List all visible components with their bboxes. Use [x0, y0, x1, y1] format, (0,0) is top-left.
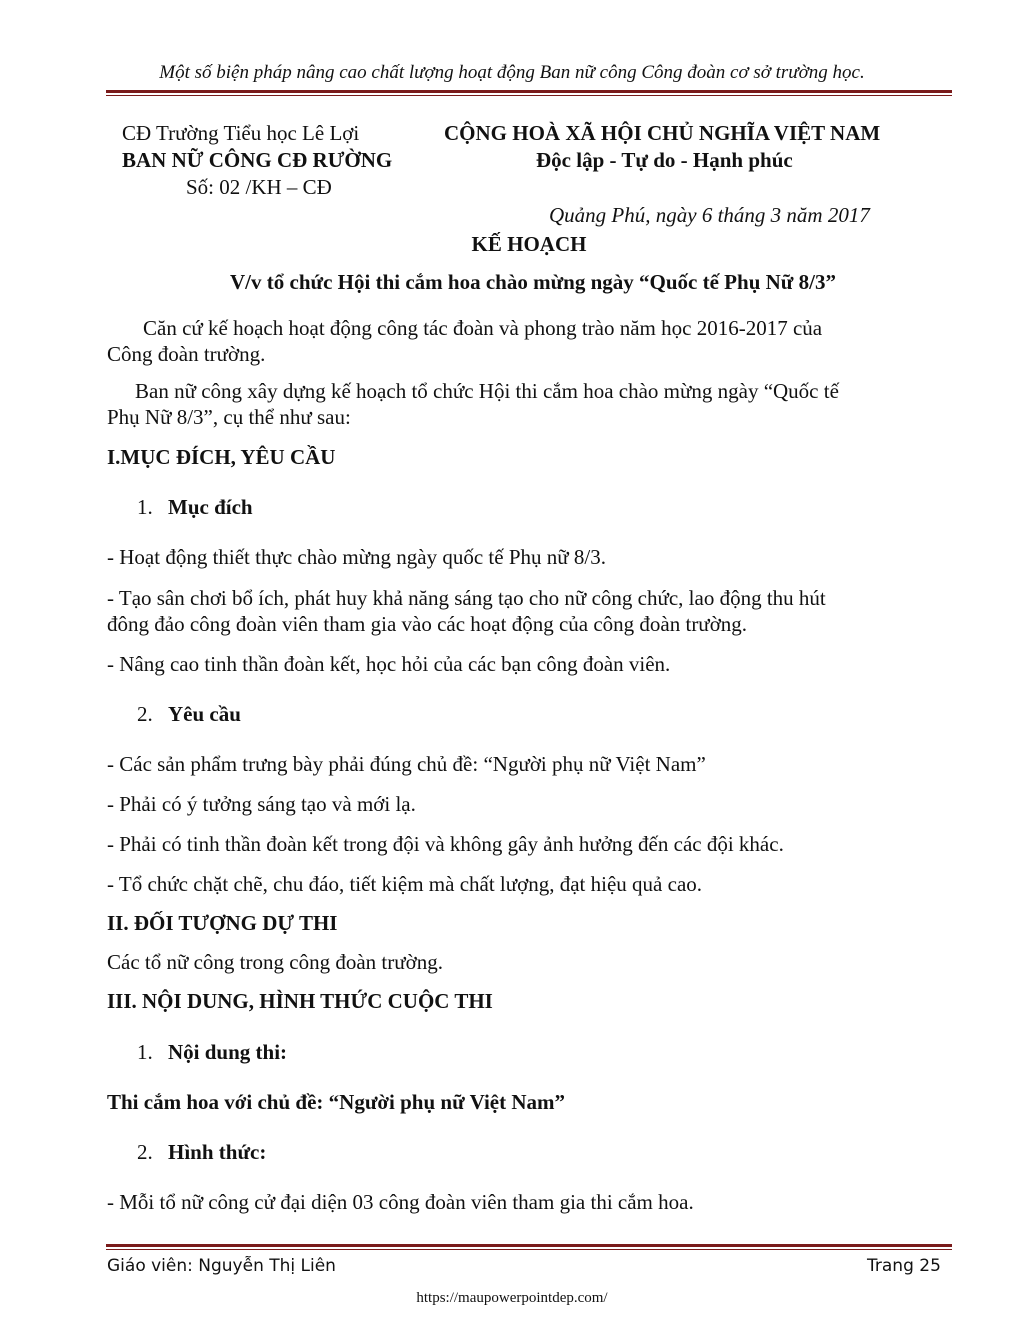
- section3-sub2-title: Hình thức:: [168, 1140, 267, 1164]
- section1-sub1-title: Mục đích: [168, 495, 253, 519]
- page-header-title: Một số biện pháp nâng cao chất lượng hoạt động Ban nữ công Công đoàn cơ sở trường học.: [159, 62, 865, 83]
- section1-sub2-number: 2.: [137, 702, 153, 726]
- document-number: Số: 02 /KH – CĐ: [186, 175, 332, 199]
- document-subtitle: V/v tổ chức Hội thi cắm hoa chào mừng ngày “Quốc tế Phụ Nữ 8/3”: [230, 270, 836, 294]
- nation-title: CỘNG HOÀ XÃ HỘI CHỦ NGHĨA VIỆT NAM: [444, 121, 881, 145]
- section3-sub2-number: 2.: [137, 1140, 153, 1164]
- intro-para1-line2: Công đoàn trường.: [107, 342, 266, 366]
- section3-heading: III. NỘI DUNG, HÌNH THỨC CUỘC THI: [107, 989, 493, 1013]
- purpose-item: - Hoạt động thiết thực chào mừng ngày quốc tế Phụ nữ 8/3.: [107, 545, 606, 569]
- purpose-item-continuation: đông đảo công đoàn viên tham gia vào các hoạt động của công đoàn trường.: [107, 612, 748, 636]
- section3-sub1-number: 1.: [137, 1040, 153, 1064]
- nation-motto: Độc lập - Tự do - Hạnh phúc: [536, 148, 793, 172]
- date-place: Quảng Phú, ngày 6 tháng 3 năm 2017: [549, 203, 870, 227]
- intro-para2-line2: Phụ Nữ 8/3”, cụ thể như sau:: [107, 405, 351, 429]
- requirement-item: - Tổ chức chặt chẽ, chu đáo, tiết kiệm mà chất lượng, đạt hiệu quả cao.: [107, 872, 703, 896]
- document-title: KẾ HOẠCH: [471, 232, 587, 256]
- section2-heading: II. ĐỐI TƯỢNG DỰ THI: [107, 911, 338, 935]
- footer-divider: [106, 1244, 952, 1250]
- section1-sub1-number: 1.: [137, 495, 153, 519]
- org-committee: BAN NỮ CÔNG CĐ RƯỜNG: [122, 148, 393, 172]
- section2-text: Các tổ nữ công trong công đoàn trường.: [107, 950, 443, 974]
- section3-form-text: - Mỗi tổ nữ công cử đại diện 03 công đoàn viên tham gia thi cắm hoa.: [107, 1190, 694, 1214]
- requirement-item: - Các sản phẩm trưng bày phải đúng chủ đề: “Người phụ nữ Việt Nam”: [107, 752, 706, 776]
- section1-heading: I.MỤC ĐÍCH, YÊU CẦU: [107, 445, 336, 469]
- header-divider: [106, 90, 952, 96]
- org-name: CĐ Trường Tiểu học Lê Lợi: [122, 121, 360, 145]
- footer-page-number: Trang 25: [867, 1256, 941, 1276]
- section3-sub1-title: Nội dung thi:: [168, 1040, 288, 1064]
- section3-content-text: Thi cắm hoa với chủ đề: “Người phụ nữ Việt Nam”: [107, 1090, 566, 1114]
- requirement-item: - Phải có ý tưởng sáng tạo và mới lạ.: [107, 792, 416, 816]
- purpose-item: - Nâng cao tinh thần đoàn kết, học hỏi của các bạn công đoàn viên.: [107, 652, 671, 676]
- intro-para2-line1: Ban nữ công xây dựng kế hoạch tổ chức Hội thi cắm hoa chào mừng ngày “Quốc tế: [135, 379, 839, 403]
- section1-sub2-title: Yêu cầu: [168, 702, 241, 726]
- footer-teacher: Giáo viên: Nguyễn Thị Liên: [107, 1256, 336, 1276]
- footer-url[interactable]: https://maupowerpointdep.com/: [416, 1290, 608, 1306]
- requirement-item: - Phải có tinh thần đoàn kết trong đội và không gây ảnh hưởng đến các đội khác.: [107, 832, 784, 856]
- purpose-item: - Tạo sân chơi bổ ích, phát huy khả năng sáng tạo cho nữ công chức, lao động thu hút: [107, 586, 826, 610]
- intro-para1-line1: Căn cứ kế hoạch hoạt động công tác đoàn và phong trào năm học 2016-2017 của: [143, 316, 823, 340]
